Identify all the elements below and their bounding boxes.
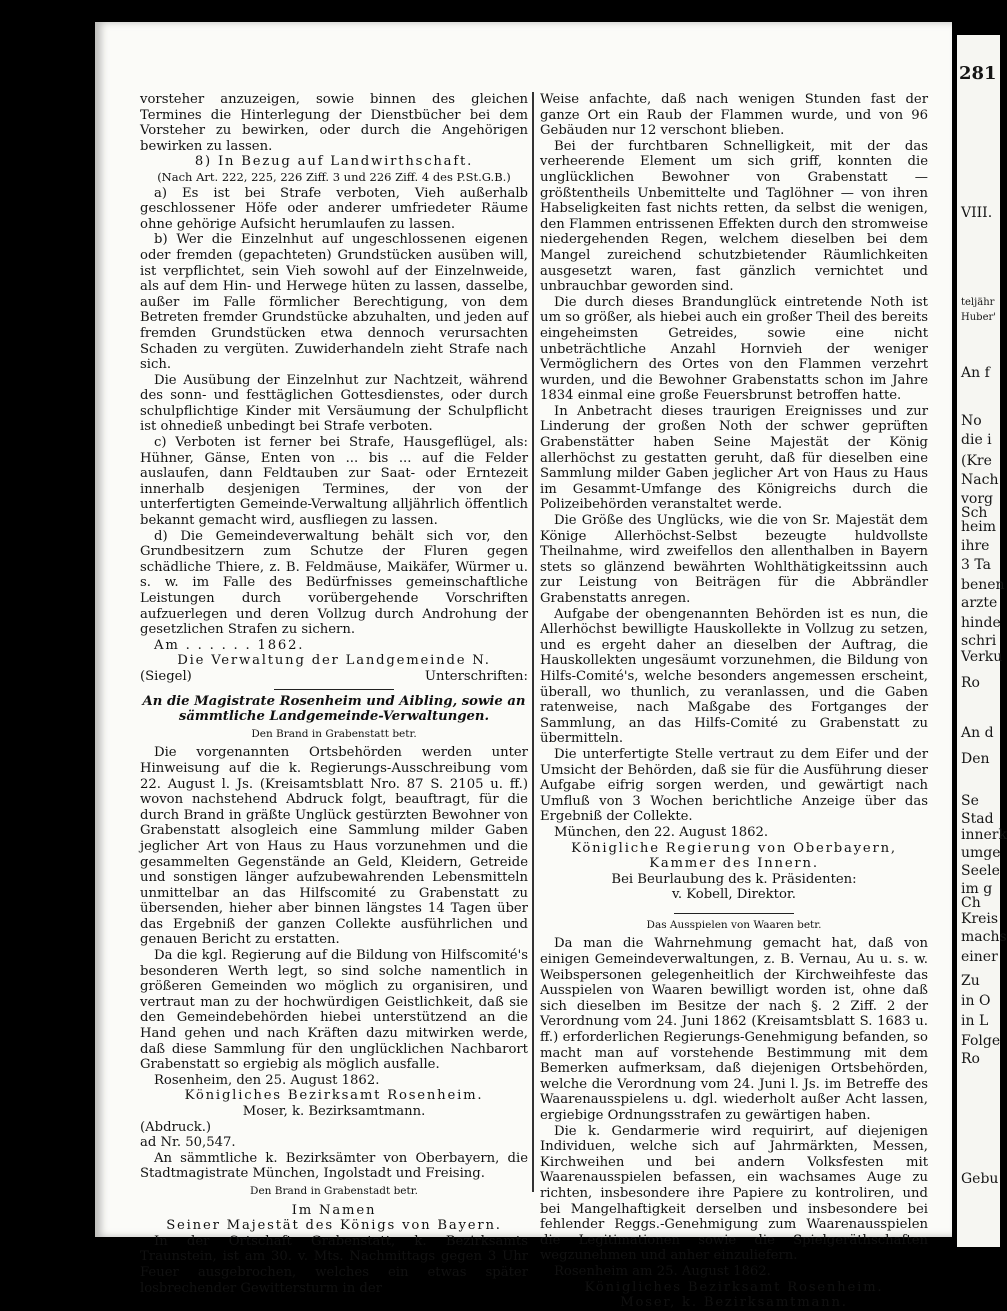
right-column	[540, 92, 928, 1311]
page-fragment: schri	[961, 633, 997, 649]
page-fragment: Ch	[961, 895, 981, 911]
page-fragment: Huber'	[961, 312, 997, 323]
paragraph: In der Ortschaft Grabenstatt, k. Bezirksamts Traunstein, ist am 30. v. Mts. Nachmittags gegen 3 Uhr Feuer ausgebrochen, welches ein etwas später losbrechender Gewittersturm in der	[140, 1233, 528, 1296]
paragraph: Den Brand in Grabenstadt betr.	[250, 1184, 418, 1197]
page-fragment: VIII.	[961, 205, 993, 221]
section-subject-2: Das Ausspielen von Waaren betr.	[646, 918, 822, 931]
paragraph: c) Verboten ist ferner bei Strafe, Hausgeflügel, als: Hühner, Gänse, Enten von ... bis ... auf die Felder auslaufen, dann Feldtauben zur Saat- oder Erntezeit innerhalb desjenigen Termines, der von der unterfertigten Gemeinde-Verwaltung alljährlich öffentlich bekannt gemacht wird, ausfliegen zu lassen.	[140, 435, 528, 529]
paragraph: Die Größe des Unglücks, wie die von Sr. Majestät dem Könige Allerhöchst-Selbst bezeugte huldvollste Theilnahme, wird zweifellos den allenthalben in Bayern stets so glänzend bewährten Wohlthätigkeitssinn auch zur Leistung von Beiträgen für die Abbrändler Grabenstatts anregen.	[540, 513, 928, 606]
page-fragment: An f	[961, 365, 990, 381]
signature-row	[140, 669, 528, 685]
page-fragment: ihre	[961, 538, 990, 554]
page-fragment: No	[961, 413, 982, 429]
paragraph: In Anbetracht dieses traurigen Ereignisses und zur Linderung der großen Noth der schwer geprüften Grabenstätter haben Seine Majestät der König allerhöchst zu gestatten geruht, daß für dieselben eine Sammlung milder Gaben jeglicher Art von Haus zu Haus im Gesammt-Umfange des Königreichs durch die Polizeibehörden veranstaltet werde.	[540, 403, 928, 513]
paragraph: 8) In Bezug auf Landwirthschaft.	[194, 154, 474, 170]
section-heading: An die Magistrate Rosenheim und Aibling, sowie an sämmtliche Landgemeinde-Verwaltungen.	[142, 693, 526, 725]
section-rule-2	[674, 913, 794, 914]
paragraph: Da man die Wahrnehmung gemacht hat, daß von einigen Gemeindeverwaltungen, z. B. Vernau, Au u. s. w. Weibspersonen gelegenheitlich der Kirchweihfeste das Ausspielen von Waaren bewilligt worden ist, ohne daß sich dieselben im Besitze der nach §. 2 Ziff. 2 der Verordnung vom 24. Juni 1862 (Kreisamtsblatt S. 1683 u. ff.) erforderlichen Regierungs-Genehmigung befanden, so macht man auf vorstehende Bestimmung mit dem Bemerken aufmerksam, daß diejenigen Ortsbehörden, welche die Verordnung vom 24. Juni l. Js. im Betreffe des Waarenausspielens u. dgl. wiederholt außer Acht lassen, ergiebige Ordnungsstrafen zu gewärtigen haben.	[540, 936, 928, 1123]
page-fragment: Ro	[961, 1051, 980, 1067]
paragraph: Die Ausübung der Einzelnhut zur Nachtzeit, während des sonn- und festtäglichen Gottesdienstes, oder durch schulpflichtige Kinder mit Versäumung der Schulpflicht ist ohnedieß unbedingt bei Strafe verboten.	[140, 372, 528, 435]
page-fragment: arzte	[961, 595, 998, 611]
page-fragment: die i	[961, 432, 992, 448]
paragraph: Im Namen	[291, 1202, 377, 1218]
paragraph: Moser, k. Bezirksamtmann.	[242, 1104, 426, 1119]
column-divider	[532, 92, 534, 1192]
paragraph: Kammer des Innern.	[649, 856, 819, 872]
paragraph: An sämmtliche k. Bezirksämter von Oberbayern, die Stadtmagistrate München, Ingolstadt und Freising.	[140, 1150, 528, 1182]
page-fragment: machs	[961, 929, 1007, 945]
paragraph: Aufgabe der obengenannten Behörden ist es nun, die Allerhöchst bewilligte Hauskollekte in Vollzug zu setzen, und es ergeht daher an dieselben der Auftrag, die Hauskollekten ungesäumt vorzunehmen, die Bildung von Hilfs-Comité's, welche besonders angemessen erscheint, überall, wo thunlich, zu veranlassen, und die Gaben ratenweise, nach Maßgabe des Fortganges der Sammlung, an das Hilfs-Comité zu Grabenstatt zu übermitteln.	[540, 606, 928, 747]
paragraph: ad Nr. 50,547.	[140, 1135, 236, 1151]
page-fragment: Nach	[961, 472, 999, 488]
paragraph: d) Die Gemeindeverwaltung behält sich vor, den Grundbesitzern zum Schutze der Fluren gegen schädliche Thiere, z. B. Feldmäuse, Maikäfer, Würmer u. s. w. im Falle des Bedürfnisses gemeinschaftliche Leistungen durch vorübergehende Vorschriften aufzuerlegen und deren Vollzug durch Androhung der gesetzlichen Strafen zu sichern.	[140, 528, 528, 638]
page-fragment: innerk	[961, 827, 1007, 843]
page-fragment: benen	[961, 577, 1005, 593]
page-fragment: An d	[961, 725, 994, 741]
right-paragraphs-2	[540, 936, 928, 1310]
page-fragment: umge	[961, 845, 1001, 861]
paragraph: Bei der furchtbaren Schnelligkeit, mit der das verheerende Element um sich griff, konnten die unglücklichen Bewohner von Grabenstatt — größtentheils Unbemittelte und Taglöhner — von ihren Habseligkeiten fast nichts retten, da selbst die wenigen, den Flammen entrissenen Effekten durch den stromweise niedergehenden Regen, welchem dieselben bei dem Mangel zureichend schutzbietender Räumlichkeiten ausgesetzt waren, fast gänzlich vernichtet und unbrauchbar geworden sind.	[540, 138, 928, 295]
page-fragment: Den	[961, 751, 990, 767]
paragraph: Rosenheim am 25. August 1862.	[554, 1263, 771, 1279]
paragraph: Bei Beurlaubung des k. Präsidenten:	[611, 871, 857, 887]
page-fragment: Gebu	[961, 1171, 999, 1187]
page-fragment: Sch	[961, 505, 988, 521]
paragraph: vorsteher anzuzeigen, sowie binnen des gleichen Termines die Hinterlegung der Dienstbücher bei dem Vorsteher zu bewirken, oder durch die Angehörigen bewirken zu lassen.	[140, 92, 528, 154]
section-subject: Den Brand in Grabenstatt betr.	[251, 727, 417, 740]
paragraph: (Abdruck.)	[140, 1119, 212, 1135]
paragraph: (Nach Art. 222, 225, 226 Ziff. 3 und 226 Ziff. 4 des P.St.G.B.)	[157, 169, 511, 184]
paragraph: Seiner Majestät des Königs von Bayern.	[166, 1218, 502, 1234]
page-fragment: Folge	[961, 1033, 1001, 1049]
paragraph: Die vorgenannten Ortsbehörden werden unter Hinweisung auf die k. Regierungs-Ausschreibung vom 22. August l. Js. (Kreisamtsblatt Nro. 87 S. 2105 u. ff.) wovon nachstehend Abdruck folgt, beauftragt, für die durch Brand in gräßte Unglück gestürzten Bewohner von Grabenstatt alsogleich eine Sammlung milder Gaben jeglicher Art von Haus zu Haus vorzunehmen und die gesammelten Gegenstände an Geld, Kleidern, Getreide und sonstigen länger aufzubewahrenden Lebensmitteln unmittelbar an das Hilfscomité zu Grabenstatt zu übersenden, hieher aber binnen längstes 14 Tagen über das Ergebniß der ganzen Collekte ausführlichen und genauen Bericht zu erstatten.	[140, 745, 528, 948]
page-fragment: Verku	[961, 649, 1003, 665]
page-fragment: Ro	[961, 675, 980, 691]
page-fragment: (Kre	[961, 453, 992, 469]
paragraph: Rosenheim, den 25. August 1862.	[154, 1072, 380, 1088]
paragraph: Königliches Bezirksamt Rosenheim.	[184, 1088, 484, 1104]
paragraph: Königliches Bezirksamt Rosenheim.	[584, 1279, 884, 1295]
section-rule	[274, 689, 394, 690]
paragraph: Die unterfertigte Stelle vertraut zu dem Eifer und der Umsicht der Behörden, daß sie für die Ausführung dieser Aufgabe eifrig sorgen werden, und gewärtigt nach Umfluß von 3 Wochen berichtliche Anzeige über das Ergebniß der Collekte.	[540, 746, 928, 825]
left-paragraphs	[140, 92, 528, 669]
signatures-label: Unterschriften:	[424, 668, 528, 684]
paragraph: Moser, k. Bezirksamtmann.	[620, 1295, 848, 1311]
paragraph: Die Verwaltung der Landgemeinde N.	[177, 653, 491, 669]
paragraph: a) Es ist bei Strafe verboten, Vieh außerhalb geschlossener Höfe oder anderer umfriedeter Räume ohne gehörige Aufsicht herumlaufen zu lassen.	[140, 185, 528, 232]
page-fragment: einer	[961, 949, 998, 965]
page-fragment: 281	[959, 63, 997, 84]
page-fragment: Zu	[961, 973, 980, 989]
paragraph: Die durch dieses Brandunglück eintretende Noth ist um so größer, als hiebei auch ein großer Theil des bereits eingeheimsten Getreides, sowie eine nicht unbeträchtliche Anzahl Hornvieh der weniger Vermöglichern des Ortes von den Flammen verzehrt wurden, und die Bewohner Grabenstatts schon im Jahre 1834 einmal eine große Feuersbrunst betroffen hatte.	[540, 294, 928, 404]
page-fragment: heim	[961, 519, 997, 535]
page-fragment: Stad	[961, 811, 994, 827]
left-column	[140, 92, 528, 1296]
page-fragment: in L	[961, 1013, 989, 1029]
paragraph: b) Wer die Einzelnhut auf ungeschlossenen eigenen oder fremden (gepachteten) Grundstücken ausüben will, ist verpflichtet, sein Vieh sowohl auf der Einzelnweide, als auf dem Hin- und Herwege hüten zu lassen, dasselbe, außer im Falle förmlicher Berechtigung, von dem Betreten fremder Grundstücke abzuhalten, und jeden auf fremden Grundstücken etwa dennoch verursachten Schaden zu vergüten. Zuwiderhandeln zieht Strafe nach sich.	[140, 232, 528, 373]
paragraph: Königliche Regierung von Oberbayern,	[571, 840, 897, 856]
page-fragment: vorg	[961, 491, 993, 507]
seal-label: (Siegel)	[140, 668, 192, 684]
page-fragment: Se	[961, 793, 979, 809]
paragraph: Weise anfachte, daß nach wenigen Stunden fast der ganze Ort ein Raub der Flammen wurde, und von 96 Gebäuden nur 12 verschont blieben.	[540, 92, 928, 139]
paragraph: Die k. Gendarmerie wird requirirt, auf diejenigen Individuen, welche sich auf Jahrmärkten, Messen, Kirchweihen und bei andern Volksfesten mit Waarenausspielen befassen, ein wachsames Auge zu richten, insbesondere ihre Papiere zu kontroliren, und bei Mangelhaftigkeit derselben und insbesondere bei fehlender Reggs.-Genehmigung zum Waarenausspielen die Legitimationen sowie die Spielgeräthschaften wegzunehmen und anher einzuliefern.	[540, 1123, 928, 1264]
adjacent-page-edge	[957, 35, 1007, 1247]
page-fragment: Kreis	[961, 911, 999, 927]
left-paragraphs-2	[140, 745, 528, 1296]
page-fragment: in O	[961, 993, 991, 1009]
page-fragment: Seele	[961, 863, 1000, 879]
page-fragment: hinde	[961, 615, 1001, 631]
paragraph: Am . . . . . . 1862.	[154, 637, 305, 653]
paragraph: München, den 22. August 1862.	[554, 824, 769, 840]
right-paragraphs	[540, 92, 928, 903]
paragraph: v. Kobell, Direktor.	[672, 887, 796, 903]
page-fragment: im g	[961, 881, 993, 897]
paragraph: Da die kgl. Regierung auf die Bildung von Hilfscomité's besonderen Werth legt, so sind solche namentlich in größeren Gemeinden wo möglich zu organisiren, und vertraut man zu der hochwürdigen Geistlichkeit, daß sie den Gemeindebehörden hiebei unterstützend an die Hand gehen und nach Kräften dazu mitwirken werde, daß diese Sammlung für den unglücklichen Nachbarort Grabenstatt so ergiebig als möglich ausfalle.	[140, 948, 528, 1073]
page-fragment: 3 Ta	[961, 557, 991, 573]
page-fragment: teljähr	[961, 297, 995, 308]
